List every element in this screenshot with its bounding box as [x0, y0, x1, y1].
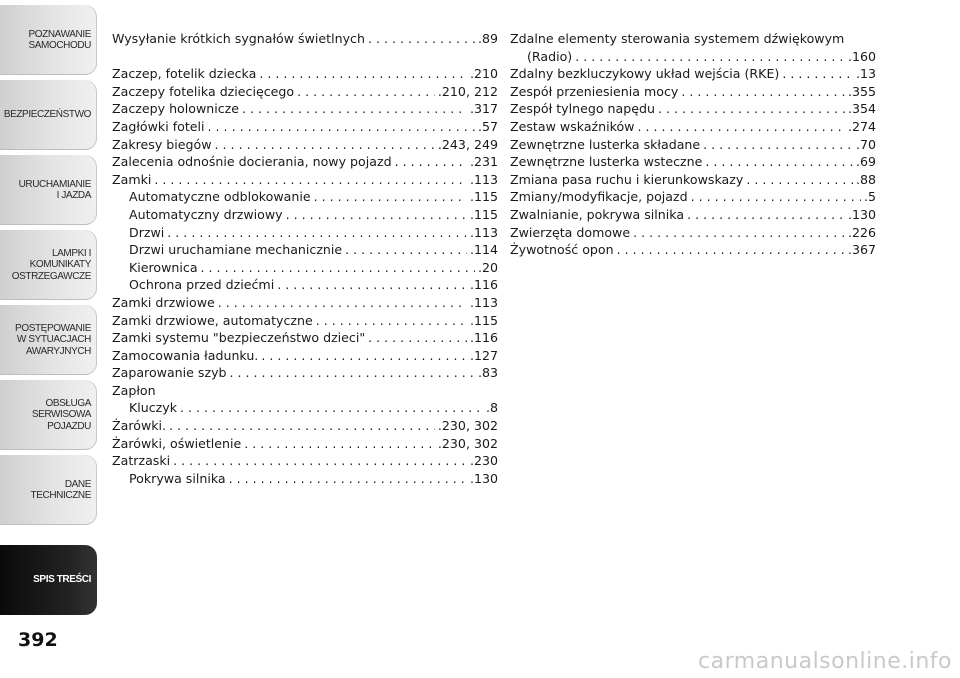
index-term: Pokrywa silnika: [129, 470, 226, 486]
index-entry: [112, 259, 498, 277]
index-term: Zaczep, fotelik dziecka: [112, 66, 257, 82]
dot-leader: [575, 48, 845, 66]
tab-spis-tresci[interactable]: [0, 545, 97, 615]
index-entry: [510, 100, 876, 118]
index-term: Zespół przeniesienia mocy: [510, 83, 679, 99]
index-term: Zewnętrzne lusterka składane: [510, 136, 701, 152]
dot-leader: [201, 259, 475, 277]
index-page-ref: .116: [469, 330, 498, 346]
index-term: Zdalne elementy sterowania systemem dźwiękowym: [510, 31, 845, 46]
index-term: Zamocowania ładunku.: [112, 347, 259, 363]
dot-leader: [345, 241, 467, 259]
index-page-ref: .114: [469, 242, 498, 258]
index-term: Zapłon: [112, 382, 156, 398]
index-entry: [112, 136, 498, 154]
index-term: Żarówki, oświetlenie: [112, 435, 242, 451]
tab-label: LAMPKI I KOMUNIKATY OSTRZEGAWCZE: [11, 247, 91, 282]
index-entry: [112, 100, 498, 118]
dot-leader: [154, 171, 467, 189]
index-page-ref: .116: [469, 277, 498, 293]
index-term: Drzwi uruchamiane mechanicznie: [129, 242, 343, 258]
dot-leader: [259, 65, 467, 83]
index-term: Ochrona przed dziećmi: [129, 277, 275, 293]
dot-leader: [746, 171, 853, 189]
index-entry: [112, 417, 498, 435]
dot-leader: [244, 435, 435, 453]
dot-leader: [368, 30, 475, 48]
index-entry: [510, 118, 876, 136]
index-term: Zwalnianie, pokrywa silnika: [510, 206, 685, 222]
index-page-ref: .226: [847, 224, 876, 240]
index-term: Zaczepy fotelika dziecięcego: [112, 83, 295, 99]
index-column-left: [112, 30, 498, 487]
dot-leader: [691, 188, 861, 206]
index-term: Zwierzęta domowe: [510, 224, 631, 240]
index-entry: [510, 241, 876, 259]
index-page-ref: .113: [469, 171, 498, 187]
index-term: Żywotność opon: [510, 242, 614, 258]
index-page-ref: .113: [469, 294, 498, 310]
index-page-ref: .230, 302: [437, 435, 498, 451]
dot-leader: [215, 136, 435, 154]
index-entry: [510, 48, 876, 66]
index-entry: [112, 382, 498, 400]
index-entry: [510, 136, 876, 154]
index-term: Zdalny bezkluczykowy układ wejścia (RKE): [510, 66, 780, 82]
index-entry: [112, 118, 498, 136]
index-page-ref: .230: [469, 453, 498, 469]
index-term: Automatyczne odblokowanie: [129, 189, 311, 205]
index-page-ref: .130: [847, 206, 876, 222]
dot-leader: [395, 153, 467, 171]
index-page-ref: .83: [477, 365, 498, 381]
index-page-ref: .115: [469, 206, 498, 222]
page-number: 392: [18, 629, 58, 651]
dot-leader: [687, 206, 845, 224]
index-term: Zaparowanie szyb: [112, 365, 227, 381]
index-entry: [112, 206, 498, 224]
tab-uruchamianie-i-jazda[interactable]: [0, 155, 97, 225]
dot-leader: [169, 417, 435, 435]
index-page-ref: .8: [485, 400, 498, 416]
tab-postepowanie-awaryjne[interactable]: [0, 305, 97, 375]
index-term: Zalecenia odnośnie docierania, nowy pojazd: [112, 154, 392, 170]
index-entry: [112, 452, 498, 470]
index-entry: [112, 241, 498, 259]
index-page-ref: .230, 302: [437, 418, 498, 434]
dot-leader: [286, 206, 467, 224]
index-entry: [510, 224, 876, 242]
index-page-ref: .127: [469, 347, 498, 363]
index-page-ref: .274: [847, 118, 876, 134]
index-term: Zmiana pasa ruchu i kierunkowskazy: [510, 171, 744, 187]
index-entry: [112, 188, 498, 206]
index-entry: [510, 188, 876, 206]
dot-leader: [297, 83, 435, 101]
index-entry: [112, 30, 498, 48]
dot-leader: [314, 188, 467, 206]
index-term: Zestaw wskaźników: [510, 118, 635, 134]
tab-obsluga-serwisowa[interactable]: [0, 380, 97, 450]
tab-bezpieczenstwo[interactable]: [0, 80, 97, 150]
index-page-ref: .231: [469, 154, 498, 170]
tab-label: POZNAWANIE SAMOCHODU: [28, 28, 91, 51]
index-entry: [112, 329, 498, 347]
index-page-ref: .69: [855, 154, 876, 170]
dot-leader: [230, 364, 475, 382]
index-term: Zaczepy holownicze: [112, 101, 240, 117]
index-term: Zespół tylnego napędu: [510, 101, 655, 117]
index-page-ref: .317: [469, 101, 498, 117]
index-page-ref: .160: [847, 48, 876, 64]
index-page-ref: .115: [469, 312, 498, 328]
index-entry: [112, 224, 498, 242]
dot-leader: [368, 329, 467, 347]
dot-leader: [658, 100, 845, 118]
dot-leader: [633, 224, 845, 242]
index-entry: [112, 276, 498, 294]
index-entry: [112, 171, 498, 189]
tab-label: SPIS TREŚCI: [33, 574, 91, 586]
index-entry: [510, 83, 876, 101]
index-entry: [510, 65, 876, 83]
dot-leader: [180, 399, 483, 417]
index-term: Automatyczny drzwiowy: [129, 206, 283, 222]
index-term: Wysyłanie krótkich sygnałów świetlnych: [112, 31, 365, 46]
index-entry: [112, 294, 498, 312]
index-entry: [112, 435, 498, 453]
dot-leader: [167, 224, 467, 242]
dot-leader: [242, 100, 467, 118]
index-entry: [510, 206, 876, 224]
dot-leader: [208, 118, 475, 136]
index-page-ref: .113: [469, 224, 498, 240]
tab-label: POSTĘPOWANIE W SYTUACJACH AWARYJNYCH: [15, 322, 91, 357]
index-term: Zamki drzwiowe, automatyczne: [112, 312, 313, 328]
index-term: Drzwi: [129, 224, 165, 240]
index-page-ref: .210, 212: [437, 83, 498, 99]
index-entry: [112, 312, 498, 330]
index-entry: [112, 153, 498, 171]
index-page-ref: .355: [847, 83, 876, 99]
dot-leader: [617, 241, 845, 259]
index-term: Kierownica: [129, 259, 198, 275]
dot-leader: [173, 452, 467, 470]
index-page-ref: .210: [469, 66, 498, 82]
index-term: Zewnętrzne lusterka wsteczne: [510, 154, 703, 170]
index-term: Zatrzaski: [112, 453, 171, 469]
watermark: carmanualsonline.info: [698, 649, 952, 674]
dot-leader: [703, 136, 853, 154]
index-entry: [112, 470, 498, 488]
index-page-ref: .130: [469, 470, 498, 486]
index-page-ref: .57: [477, 118, 498, 134]
tab-lampki-i-komunikaty[interactable]: [0, 230, 97, 300]
tab-label: OBSŁUGA SERWISOWA POJAZDU: [31, 397, 91, 432]
dot-leader: [638, 118, 845, 136]
index-page-ref: .20: [477, 259, 498, 275]
index-term: Zmiany/modyfikacje, pojazd: [510, 189, 688, 205]
index-term: Zagłówki foteli: [112, 118, 205, 134]
index-term: Żarówki.: [112, 418, 167, 434]
index-page-ref: .354: [847, 101, 876, 117]
dot-leader: [218, 294, 467, 312]
dot-leader: [277, 276, 467, 294]
index-page-ref: .243, 249: [437, 136, 498, 152]
dot-leader: [316, 312, 467, 330]
index-entry: [112, 347, 498, 365]
index-entry: [112, 65, 498, 83]
index-page-ref: .115: [469, 189, 498, 205]
section-tabs-sidebar: [0, 0, 100, 678]
index-entry: [510, 171, 876, 189]
dot-leader: [229, 470, 467, 488]
index-entry: [112, 364, 498, 382]
index-entry: [112, 83, 498, 101]
dot-leader: [782, 65, 853, 83]
tab-poznawanie-samochodu[interactable]: [0, 5, 97, 75]
index-column-right: [510, 30, 876, 259]
tab-dane-techniczne[interactable]: [0, 455, 97, 525]
index-term: Zakresy biegów: [112, 136, 212, 152]
tab-label: DANE TECHNICZNE: [30, 478, 91, 501]
index-page-ref: .5: [863, 189, 876, 205]
dot-leader: [261, 347, 467, 365]
index-term: Zamki systemu "bezpieczeństwo dzieci": [112, 330, 366, 346]
index-page-ref: .88: [855, 171, 876, 187]
dot-leader: [705, 153, 853, 171]
index-page-ref: .13: [855, 66, 876, 82]
dot-leader: [681, 83, 845, 101]
tab-label: BEZPIECZEŃSTWO: [3, 109, 91, 121]
index-term: Zamki: [112, 171, 152, 187]
index-entry: [510, 30, 876, 48]
index-term: Kluczyk: [129, 400, 178, 416]
index-page-ref: .367: [847, 242, 876, 258]
tab-label: URUCHAMIANIE I JAZDA: [18, 178, 91, 201]
index-entry: [112, 399, 498, 417]
index-term: (Radio): [527, 48, 573, 64]
index-entry: [510, 153, 876, 171]
index-term: Zamki drzwiowe: [112, 294, 215, 310]
index-page-ref: .70: [855, 136, 876, 152]
index-page-ref: .89: [477, 31, 498, 46]
